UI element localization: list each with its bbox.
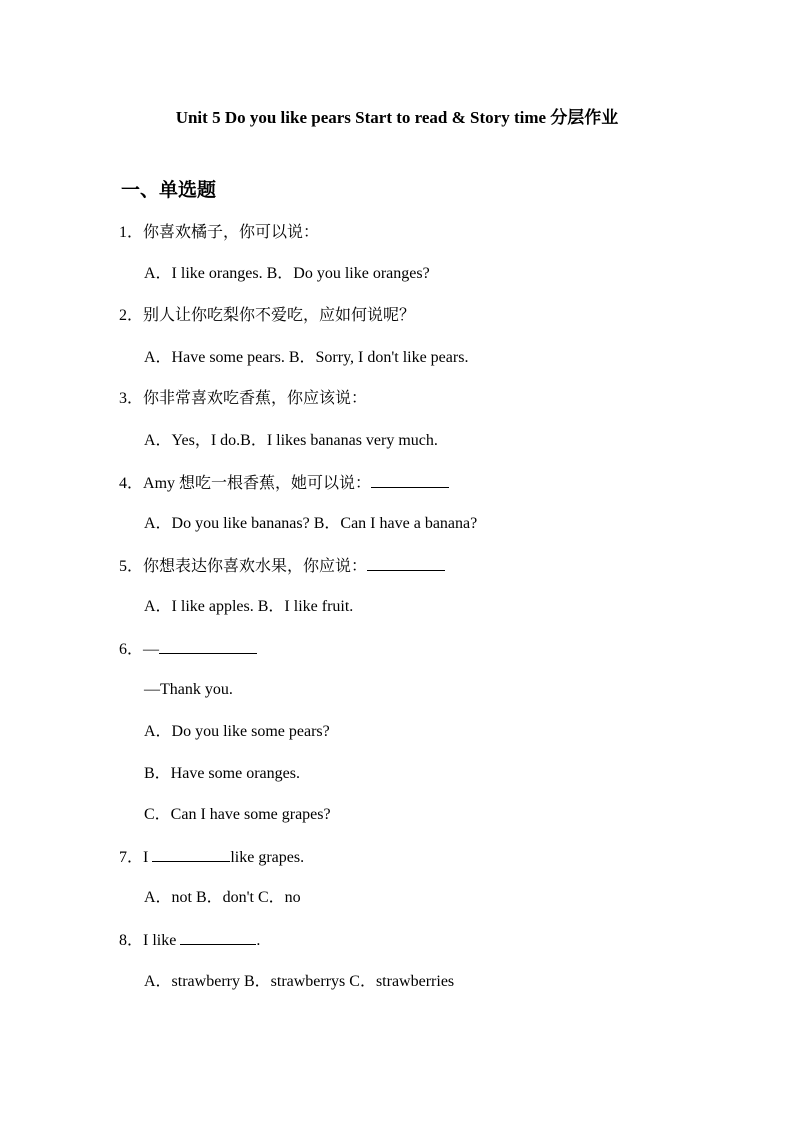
question-text-before: I [143,849,153,866]
question-text: 你非常喜欢吃香蕉，你应该说： [143,390,368,407]
question-2-options: A．Have some pears. B．Sorry, I don't like pears. [144,349,469,366]
question-number: 6． [119,641,144,658]
answer-blank [159,637,257,654]
question-2 [119,304,415,328]
answer-blank [180,928,256,945]
question-7 [119,845,304,870]
question-4-options: A．Do you like bananas? B．Can I have a banana? [144,515,478,532]
question-number: 4． [119,475,144,492]
question-text-after: . [256,932,261,949]
answer-blank [371,471,449,488]
page-title: Unit 5 Do you like pears Start to read & Story time 分层作业 [175,108,619,127]
question-4 [119,471,449,496]
question-text: Amy 想吃一根香蕉，她可以说： [143,475,372,492]
question-7-options: A．not B．don't C．no [144,889,301,906]
answer-blank [152,845,230,862]
question-5 [119,554,445,579]
question-6-option-c: C．Can I have some grapes? [144,806,331,823]
question-6 [119,637,257,662]
question-number: 1． [119,224,144,241]
question-number: 8． [119,932,144,949]
question-6-option-b: B．Have some oranges. [144,765,300,782]
question-1 [119,221,319,245]
question-text-before: I like [143,932,181,949]
question-number: 3． [119,390,144,407]
section-heading: 一、单选题 [121,179,217,201]
question-1-options: A．I like oranges. B．Do you like oranges? [144,265,430,282]
question-text: 你喜欢橘子，你可以说： [143,224,320,241]
question-6-reply: —Thank you. [144,681,233,698]
question-text-after: like grapes. [230,849,305,866]
question-3 [119,387,367,411]
question-number: 7． [119,849,144,866]
question-text: 你想表达你喜欢水果，你应说： [143,558,368,575]
question-8 [119,928,260,953]
question-8-options: A．strawberry B．strawberrys C．strawberries [144,973,455,990]
question-text: 别人让你吃梨你不爱吃，应如何说呢？ [143,307,416,324]
question-number: 5． [119,558,144,575]
question-5-options: A．I like apples. B．I like fruit. [144,598,354,615]
question-text: — [143,641,160,658]
question-6-option-a: A．Do you like some pears? [144,723,330,740]
question-3-options: A．Yes，I do.B．I likes bananas very much. [144,432,438,449]
question-number: 2． [119,307,144,324]
answer-blank [367,554,445,571]
